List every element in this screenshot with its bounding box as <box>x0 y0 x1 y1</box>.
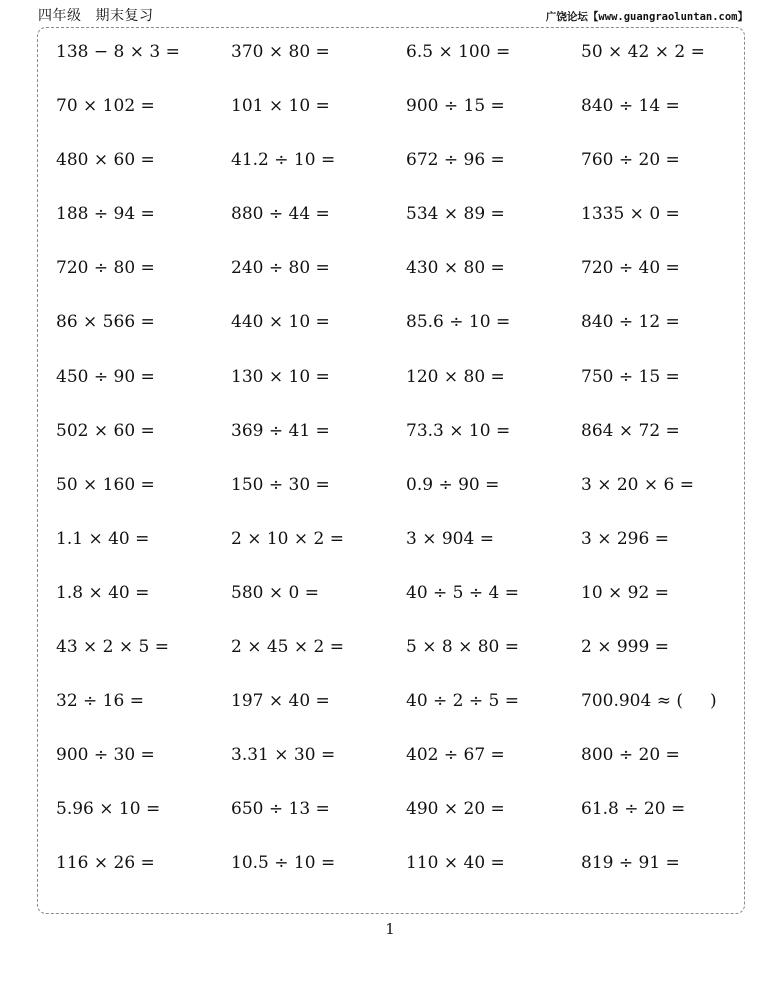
problem-item: 440 × 10 = <box>231 312 330 333</box>
problem-row <box>56 851 756 905</box>
problem-item: 5.96 × 10 = <box>56 799 161 820</box>
problem-item: 2 × 45 × 2 = <box>231 637 345 658</box>
problem-item: 880 ÷ 44 = <box>231 204 330 225</box>
problem-item: 1.1 × 40 = <box>56 528 150 549</box>
problem-item: 580 × 0 = <box>231 582 319 603</box>
problem-item: 370 × 80 = <box>231 42 330 62</box>
problem-item: 43 × 2 × 5 = <box>56 637 170 658</box>
problem-row <box>56 148 756 202</box>
problem-item: 534 × 89 = <box>406 204 505 225</box>
problem-item: 197 × 40 = <box>231 691 330 712</box>
section-label: 期末复习 <box>95 8 154 24</box>
problem-item: 650 ÷ 13 = <box>231 799 330 820</box>
problem-row <box>56 202 756 256</box>
problem-item: 3 × 296 = <box>581 528 669 549</box>
problem-row <box>56 473 756 527</box>
problem-item: 750 ÷ 15 = <box>581 366 680 387</box>
problem-item: 720 ÷ 40 = <box>581 258 680 279</box>
problem-item: 5 × 8 × 80 = <box>406 637 520 658</box>
problem-row <box>56 689 756 743</box>
problem-item: 130 × 10 = <box>231 366 330 387</box>
problem-row <box>56 797 756 851</box>
problem-item: 900 ÷ 30 = <box>56 745 155 766</box>
problem-item: 3 × 904 = <box>406 528 494 549</box>
problem-row <box>56 40 756 94</box>
problem-item: 3 × 20 × 6 = <box>581 474 695 495</box>
problem-item: 40 ÷ 2 ÷ 5 = <box>406 691 520 712</box>
problem-item: 700.904 ≈ ( ) <box>581 691 717 712</box>
problem-item: 110 × 40 = <box>406 853 505 874</box>
problem-item: 2 × 10 × 2 = <box>231 528 345 549</box>
problem-item: 1335 × 0 = <box>581 204 680 225</box>
worksheet-title <box>38 5 154 25</box>
problem-item: 116 × 26 = <box>56 853 155 874</box>
problem-item: 490 × 20 = <box>406 799 505 820</box>
problem-item: 2 × 999 = <box>581 637 669 658</box>
problem-item: 1.8 × 40 = <box>56 582 150 603</box>
problem-row <box>56 256 756 310</box>
problem-item: 70 × 102 = <box>56 96 155 117</box>
problem-item: 150 ÷ 30 = <box>231 474 330 495</box>
problem-item: 502 × 60 = <box>56 420 155 441</box>
problem-row <box>56 581 756 635</box>
problem-item: 240 ÷ 80 = <box>231 258 330 279</box>
problem-item: 402 ÷ 67 = <box>406 745 505 766</box>
problem-item: 3.31 × 30 = <box>231 745 336 766</box>
problem-item: 138 − 8 × 3 = <box>56 42 180 62</box>
problem-item: 10.5 ÷ 10 = <box>231 853 336 874</box>
problem-item: 50 × 160 = <box>56 474 155 495</box>
problem-item: 480 × 60 = <box>56 150 155 171</box>
problem-item: 86 × 566 = <box>56 312 155 333</box>
problem-item: 120 × 80 = <box>406 366 505 387</box>
problem-item: 101 × 10 = <box>231 96 330 117</box>
problem-grid <box>56 40 756 906</box>
site-label: 广饶论坛【www.guangraoluntan.com】 <box>545 11 748 23</box>
problem-item: 85.6 ÷ 10 = <box>406 312 511 333</box>
problem-item: 0.9 ÷ 90 = <box>406 474 500 495</box>
problem-row <box>56 419 756 473</box>
problem-item: 73.3 × 10 = <box>406 420 511 441</box>
problem-row <box>56 94 756 148</box>
problem-item: 188 ÷ 94 = <box>56 204 155 225</box>
problem-item: 864 × 72 = <box>581 420 680 441</box>
problem-item: 672 ÷ 96 = <box>406 150 505 171</box>
problem-row <box>56 527 756 581</box>
page-number: 1 <box>385 920 395 938</box>
problem-item: 800 ÷ 20 = <box>581 745 680 766</box>
problem-row <box>56 365 756 419</box>
problem-item: 900 ÷ 15 = <box>406 96 505 117</box>
problem-row <box>56 635 756 689</box>
problem-item: 50 × 42 × 2 = <box>581 42 705 62</box>
problem-item: 840 ÷ 14 = <box>581 96 680 117</box>
problem-item: 430 × 80 = <box>406 258 505 279</box>
problem-item: 6.5 × 100 = <box>406 42 511 62</box>
problem-item: 760 ÷ 20 = <box>581 150 680 171</box>
problem-item: 819 ÷ 91 = <box>581 853 680 874</box>
problem-item: 840 ÷ 12 = <box>581 312 680 333</box>
problem-row <box>56 310 756 364</box>
problem-item: 61.8 ÷ 20 = <box>581 799 686 820</box>
problem-item: 720 ÷ 80 = <box>56 258 155 279</box>
problem-item: 40 ÷ 5 ÷ 4 = <box>406 582 520 603</box>
grade-label: 四年级 <box>38 8 82 24</box>
problem-item: 10 × 92 = <box>581 582 669 603</box>
problem-item: 32 ÷ 16 = <box>56 691 144 712</box>
problem-item: 41.2 ÷ 10 = <box>231 150 336 171</box>
problem-row <box>56 743 756 797</box>
problem-item: 369 ÷ 41 = <box>231 420 330 441</box>
problem-item: 450 ÷ 90 = <box>56 366 155 387</box>
